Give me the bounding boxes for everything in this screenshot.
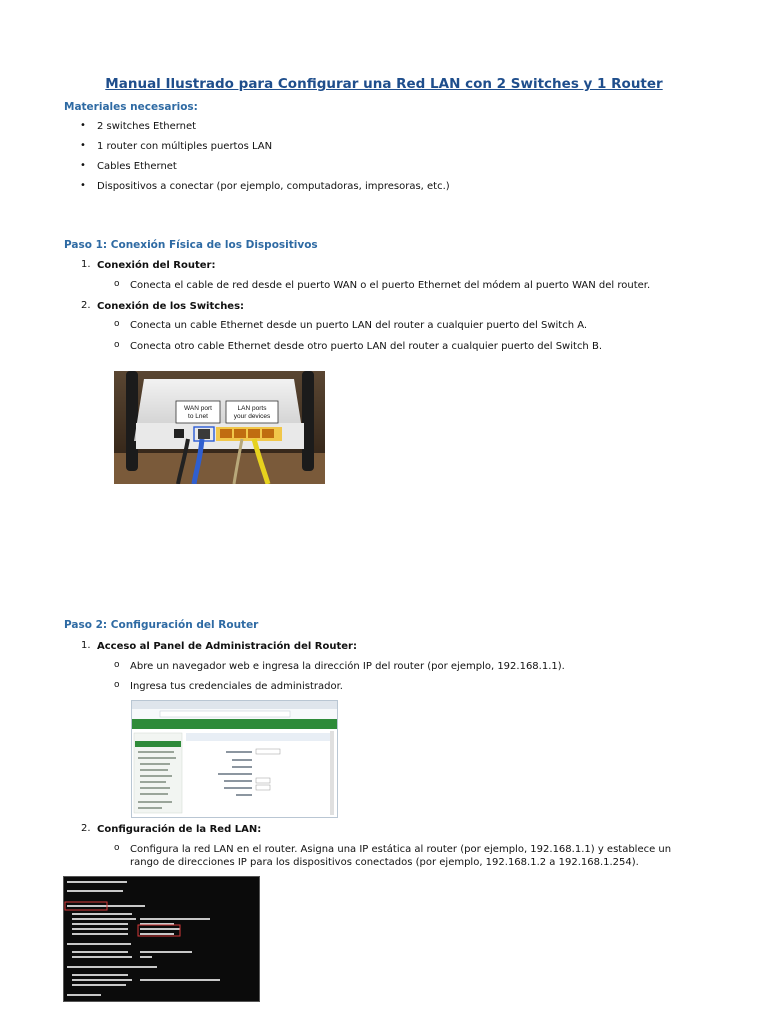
list-number: 2.: [81, 300, 91, 311]
list-number: 1.: [81, 640, 91, 651]
step-label: Conexión de los Switches:: [97, 301, 245, 312]
router-ports-photo: [114, 371, 325, 484]
step2-heading: Paso 2: Configuración del Router: [64, 619, 259, 631]
router-admin-screenshot: [131, 700, 338, 818]
step1-heading: Paso 1: Conexión Física de los Dispositivos: [64, 239, 318, 251]
list-number: 1.: [81, 259, 91, 270]
circle-bullet-icon: o: [114, 680, 120, 690]
step-label: Configuración de la Red LAN:: [97, 824, 262, 835]
list-number: 2.: [81, 823, 91, 834]
bullet-icon: •: [80, 140, 86, 151]
materials-heading: Materiales necesarios:: [64, 101, 198, 113]
lan-label: LAN ports: [237, 405, 267, 412]
circle-bullet-icon: o: [114, 843, 120, 853]
bullet-icon: •: [80, 160, 86, 171]
lan-label-2: your devices: [233, 413, 271, 420]
list-item: 2 switches Ethernet: [97, 121, 197, 132]
list-item: 1 router con múltiples puertos LAN: [97, 141, 273, 152]
circle-bullet-icon: o: [114, 279, 120, 289]
ipconfig-terminal-screenshot: [63, 876, 260, 1002]
document-title: Manual Ilustrado para Configurar una Red LAN con 2 Switches y 1 Router: [105, 76, 663, 92]
sub-item: Ingresa tus credenciales de administrador.: [130, 681, 343, 692]
list-item: Dispositivos a conectar (por ejemplo, computadoras, impresoras, etc.): [97, 181, 450, 192]
circle-bullet-icon: o: [114, 340, 120, 350]
sub-item: Conecta otro cable Ethernet desde otro puerto LAN del router a cualquier puerto del Switch B.: [130, 341, 602, 352]
bullet-icon: •: [80, 120, 86, 131]
wan-label: WAN port: [184, 405, 212, 412]
sub-item: Abre un navegador web e ingresa la dirección IP del router (por ejemplo, 192.168.1.1).: [130, 661, 565, 672]
circle-bullet-icon: o: [114, 660, 120, 670]
sub-item: Configura la red LAN en el router. Asigna una IP estática al router (por ejemplo, 192.168.1.1) y establece un rango de direcciones IP para los dispositivos conectados (por ejemplo, 192.168.1.2 a 192.168.1.254).: [130, 844, 672, 868]
step-label: Conexión del Router:: [97, 260, 216, 271]
sub-item: Conecta un cable Ethernet desde un puerto LAN del router a cualquier puerto del Switch A.: [130, 320, 588, 331]
bullet-icon: •: [80, 180, 86, 191]
circle-bullet-icon: o: [114, 319, 120, 329]
wan-label-2: to Lnet: [188, 413, 208, 420]
sub-item: Conecta el cable de red desde el puerto WAN o el puerto Ethernet del módem al puerto WAN del router.: [130, 280, 651, 291]
step-label: Acceso al Panel de Administración del Router:: [97, 641, 357, 652]
list-item: Cables Ethernet: [97, 161, 177, 172]
